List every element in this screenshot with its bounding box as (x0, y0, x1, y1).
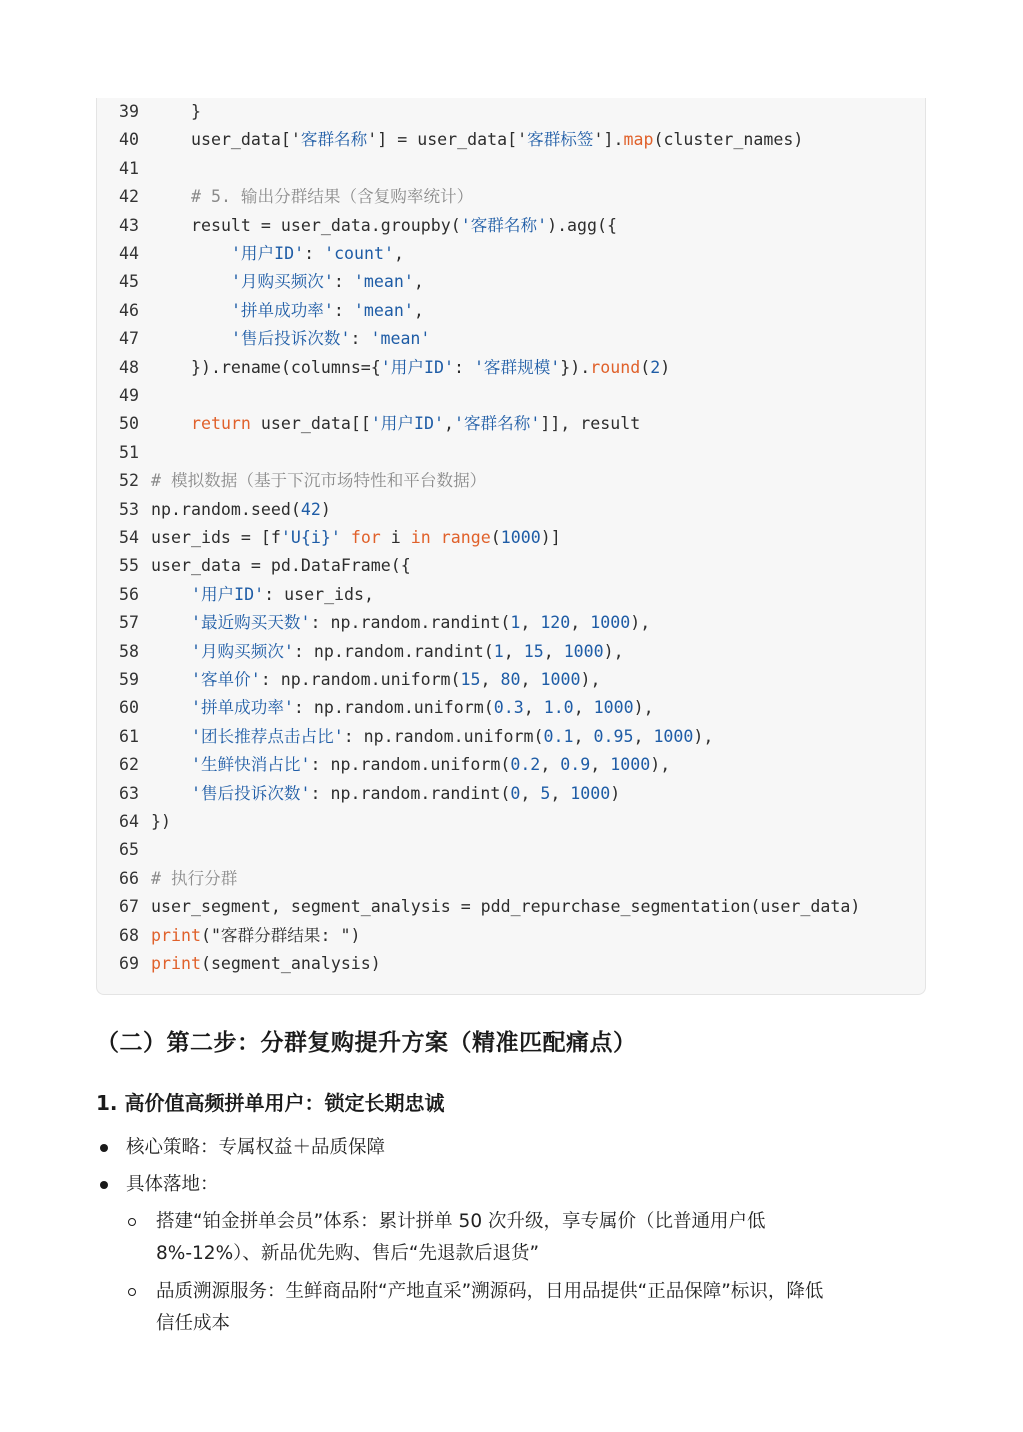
code-token: , (520, 783, 541, 803)
code-token: '用户ID' (370, 414, 444, 434)
line-number: 59 (119, 670, 139, 689)
sub-bullet-ring (128, 1288, 136, 1296)
code-token: , (413, 272, 424, 292)
line-number: 60 (119, 698, 139, 718)
section-heading: （二）第二步：分群复购提升方案（精准匹配痛点） (96, 1030, 637, 1056)
code-token: 1000 (500, 528, 541, 547)
code-token: 1000 (610, 755, 651, 775)
sub-bullet-platinum-line2: 8%-12%）、新品优先购、售后“先退款后退货” (156, 1243, 540, 1264)
code-token: np.random.seed( (151, 499, 301, 519)
code-content (151, 780, 620, 808)
line-number: 41 (119, 158, 139, 178)
code-token: 1 (493, 641, 504, 661)
code-line (97, 268, 925, 296)
code-token: , (523, 698, 544, 718)
code-token: , (520, 670, 541, 689)
code-line (97, 922, 925, 950)
code-token: , (573, 726, 594, 746)
line-number: 55 (119, 556, 139, 576)
code-token: '拼单成功率' (190, 698, 294, 718)
code-content (151, 126, 803, 154)
code-content (151, 638, 624, 666)
code-line (97, 638, 925, 666)
code-token: , (520, 613, 541, 633)
code-line (97, 354, 925, 382)
code-content (151, 496, 331, 524)
code-token: '团长推荐点击占比' (190, 726, 344, 746)
code-token: '月购买频次' (230, 272, 334, 292)
code-line (97, 808, 925, 836)
code-token: print (151, 954, 201, 973)
line-number: 63 (119, 783, 139, 803)
code-line (97, 609, 925, 637)
code-token: ).agg({ (547, 215, 618, 235)
line-number: 61 (119, 726, 139, 746)
code-token: 1000 (590, 613, 631, 633)
code-token: 0.2 (510, 755, 541, 775)
code-line (97, 723, 925, 751)
code-line (97, 496, 925, 524)
line-number: 56 (119, 584, 139, 604)
code-content (151, 922, 360, 950)
code-token: }) (151, 812, 171, 831)
code-content (151, 666, 600, 694)
code-content (151, 297, 424, 325)
line-number: 48 (119, 357, 139, 377)
line-number: 51 (119, 442, 139, 462)
code-token (341, 528, 351, 547)
code-token: range (440, 528, 491, 547)
code-token: # 5. 输出分群结果（含复购率统计） (190, 187, 474, 207)
code-content (151, 808, 171, 836)
code-line (97, 694, 925, 722)
code-token: , (550, 783, 571, 803)
line-number: 62 (119, 755, 139, 775)
code-line (97, 467, 925, 495)
code-line (97, 751, 925, 779)
code-token: 0.3 (493, 698, 524, 718)
code-content (151, 410, 640, 438)
code-token: : (304, 244, 325, 263)
code-block (96, 98, 926, 995)
line-number: 44 (119, 244, 139, 263)
code-token: 1000 (563, 641, 604, 661)
code-content (151, 354, 670, 382)
code-line (97, 212, 925, 240)
code-content (151, 950, 381, 978)
code-token: ]], result (540, 414, 641, 434)
code-content (151, 723, 713, 751)
code-token: '客群名称' (453, 414, 541, 434)
code-token: 0.9 (560, 755, 591, 775)
code-token: : (333, 272, 354, 292)
code-content (151, 609, 650, 637)
code-line (97, 552, 925, 580)
code-token: '拼单成功率' (230, 300, 334, 320)
code-token: ( (490, 528, 501, 547)
sub-bullet-traceability-line1: 品质溯源服务：生鲜商品附“产地直采”溯源码，日用品提供“正品保障”标识，降低 (156, 1281, 824, 1302)
code-token: )] (540, 528, 561, 547)
line-number: 39 (119, 102, 139, 121)
code-token: , (573, 698, 594, 718)
code-token: ) (660, 357, 671, 377)
code-content (151, 98, 201, 126)
code-token: 1000 (593, 698, 634, 718)
code-content (151, 751, 670, 779)
code-token: '客群规模' (473, 357, 561, 377)
code-content (151, 865, 237, 893)
code-token: , (443, 414, 454, 434)
code-token: 0 (510, 783, 521, 803)
bullet-implementation: 具体落地： (126, 1174, 219, 1195)
code-token: user_data = pd.DataFrame({ (151, 556, 411, 576)
code-token: ), (693, 726, 714, 746)
code-token: '最近购买天数' (190, 613, 311, 633)
code-token: user_data[[ (250, 414, 371, 434)
line-number: 57 (119, 613, 139, 633)
line-number: 69 (119, 954, 139, 973)
code-token: '生鲜快消占比' (190, 755, 311, 775)
code-line (97, 780, 925, 808)
code-line (97, 126, 925, 154)
sub-bullet-ring (128, 1218, 136, 1226)
code-line (97, 439, 925, 467)
code-token: 'mean' (370, 329, 431, 349)
code-token: ), (630, 613, 651, 633)
code-token: : np.random.randint( (310, 613, 511, 633)
code-token: 'count' (324, 244, 395, 263)
line-number: 46 (119, 300, 139, 320)
code-token: : (333, 300, 354, 320)
code-content (151, 268, 424, 296)
code-token: 'U{i}' (280, 528, 341, 547)
code-line (97, 666, 925, 694)
code-token: 80 (500, 670, 521, 689)
code-line (97, 325, 925, 353)
code-token: 'mean' (353, 272, 414, 292)
code-token: ), (650, 755, 671, 775)
code-content (151, 524, 561, 552)
code-token: , (413, 300, 424, 320)
bullet-core-strategy: 核心策略：专属权益＋品质保障 (126, 1137, 386, 1158)
line-number: 67 (119, 897, 139, 917)
code-token: '用户ID' (190, 584, 265, 604)
code-line (97, 865, 925, 893)
code-line (97, 950, 925, 978)
code-token: 1000 (570, 783, 611, 803)
code-token: map (623, 130, 654, 150)
code-token: : user_ids, (264, 584, 375, 604)
code-token: 1000 (540, 670, 581, 689)
code-token: 客群标签 (527, 130, 594, 150)
line-number: 54 (119, 528, 139, 547)
code-token: 'mean' (353, 300, 414, 320)
code-token: in (410, 528, 431, 547)
code-token: , (480, 670, 501, 689)
code-token: '月购买频次' (190, 641, 294, 661)
subsection-heading: 1. 高价值高频拼单用户：锁定长期忠诚 (96, 1091, 445, 1115)
code-token: , (540, 755, 561, 775)
code-token: } (190, 102, 201, 121)
code-line (97, 240, 925, 268)
code-token: : (350, 329, 371, 349)
code-line (97, 410, 925, 438)
code-content (151, 581, 374, 609)
code-token: result = user_data.groupby( (190, 215, 461, 235)
line-number: 68 (119, 925, 139, 945)
code-line (97, 155, 925, 183)
code-token: ']. (593, 130, 624, 150)
code-token: user_segment, segment_analysis = pdd_repurchase_segmentation(user_data) (151, 897, 861, 917)
line-number: 40 (119, 130, 139, 150)
code-token: '用户ID' (230, 244, 305, 263)
code-token (431, 528, 441, 547)
code-content (151, 893, 860, 921)
code-token: : np.random.uniform( (260, 670, 461, 689)
code-token: '用户ID' (380, 357, 454, 377)
code-content (151, 552, 411, 580)
code-content (151, 467, 486, 495)
line-number: 43 (119, 215, 139, 235)
code-token: 42 (300, 499, 321, 519)
code-token: '售后投诉次数' (230, 329, 351, 349)
code-token: ), (603, 641, 624, 661)
code-token: 1 (510, 613, 521, 633)
sub-bullet-traceability-line2: 信任成本 (156, 1313, 231, 1334)
code-token: round (590, 357, 641, 377)
code-token: '] = user_data[' (367, 130, 528, 150)
code-token: 0.95 (593, 726, 634, 746)
code-token: : np.random.uniform( (343, 726, 544, 746)
line-number: 66 (119, 868, 139, 888)
code-content (151, 325, 430, 353)
code-token: ( (640, 357, 651, 377)
code-line (97, 524, 925, 552)
line-number: 45 (119, 272, 139, 292)
code-token: : (453, 357, 474, 377)
sub-bullet-platinum-line1: 搭建“铂金拼单会员”体系：累计拼单 50 次升级，享专属价（比普通用户低 (156, 1211, 766, 1232)
code-token: user_ids = [f (151, 528, 281, 547)
code-content (151, 212, 617, 240)
code-line (97, 836, 925, 864)
code-token: 0.1 (543, 726, 574, 746)
code-token: (segment_analysis) (200, 954, 381, 973)
code-token: ) (320, 499, 331, 519)
code-token: '客群名称' (460, 215, 548, 235)
line-number: 47 (119, 329, 139, 349)
line-number: 53 (119, 499, 139, 519)
line-number: 65 (119, 840, 139, 860)
code-token: , (394, 244, 405, 263)
code-token: , (590, 755, 611, 775)
code-token: ) (610, 783, 621, 803)
code-token: 120 (540, 613, 571, 633)
code-token: '客单价' (190, 670, 261, 689)
code-token: , (543, 641, 564, 661)
code-content (151, 183, 473, 211)
code-token: , (570, 613, 591, 633)
code-token: (cluster_names) (653, 130, 804, 150)
code-line (97, 581, 925, 609)
code-token: user_data[' (190, 130, 301, 150)
code-token: 客群名称 (300, 130, 368, 150)
code-token: print (151, 925, 201, 945)
code-token: , (503, 641, 524, 661)
bullet-dot (100, 1181, 108, 1189)
code-token: }).rename(columns={ (190, 357, 381, 377)
code-token: ), (580, 670, 601, 689)
code-token: 1000 (653, 726, 694, 746)
code-content (151, 240, 404, 268)
code-token: : np.random.randint( (310, 783, 511, 803)
code-token: 2 (650, 357, 661, 377)
line-number: 58 (119, 641, 139, 661)
code-token: }). (560, 357, 591, 377)
code-line (97, 382, 925, 410)
code-token: : np.random.randint( (293, 641, 494, 661)
code-token: 15 (460, 670, 481, 689)
line-number: 64 (119, 812, 139, 831)
code-token: # 执行分群 (151, 868, 238, 888)
code-line (97, 297, 925, 325)
code-line (97, 98, 925, 126)
code-token: 15 (523, 641, 544, 661)
line-number: 42 (119, 187, 139, 207)
code-token: 1.0 (543, 698, 574, 718)
code-token: : np.random.uniform( (310, 755, 511, 775)
code-line (97, 893, 925, 921)
code-token: : np.random.uniform( (293, 698, 494, 718)
line-number: 50 (119, 414, 139, 434)
code-token: ("客群分群结果: ") (200, 925, 361, 945)
code-token: ), (633, 698, 654, 718)
code-content (151, 694, 654, 722)
code-token: # 模拟数据（基于下沉市场特性和平台数据） (151, 471, 487, 491)
code-token: return (190, 414, 251, 434)
code-token: 5 (540, 783, 551, 803)
code-token: i (380, 528, 411, 547)
line-number: 49 (119, 386, 139, 405)
line-number: 52 (119, 471, 139, 491)
code-token: for (350, 528, 381, 547)
code-token: , (633, 726, 654, 746)
code-token: '售后投诉次数' (190, 783, 311, 803)
bullet-dot (100, 1144, 108, 1152)
code-line (97, 183, 925, 211)
